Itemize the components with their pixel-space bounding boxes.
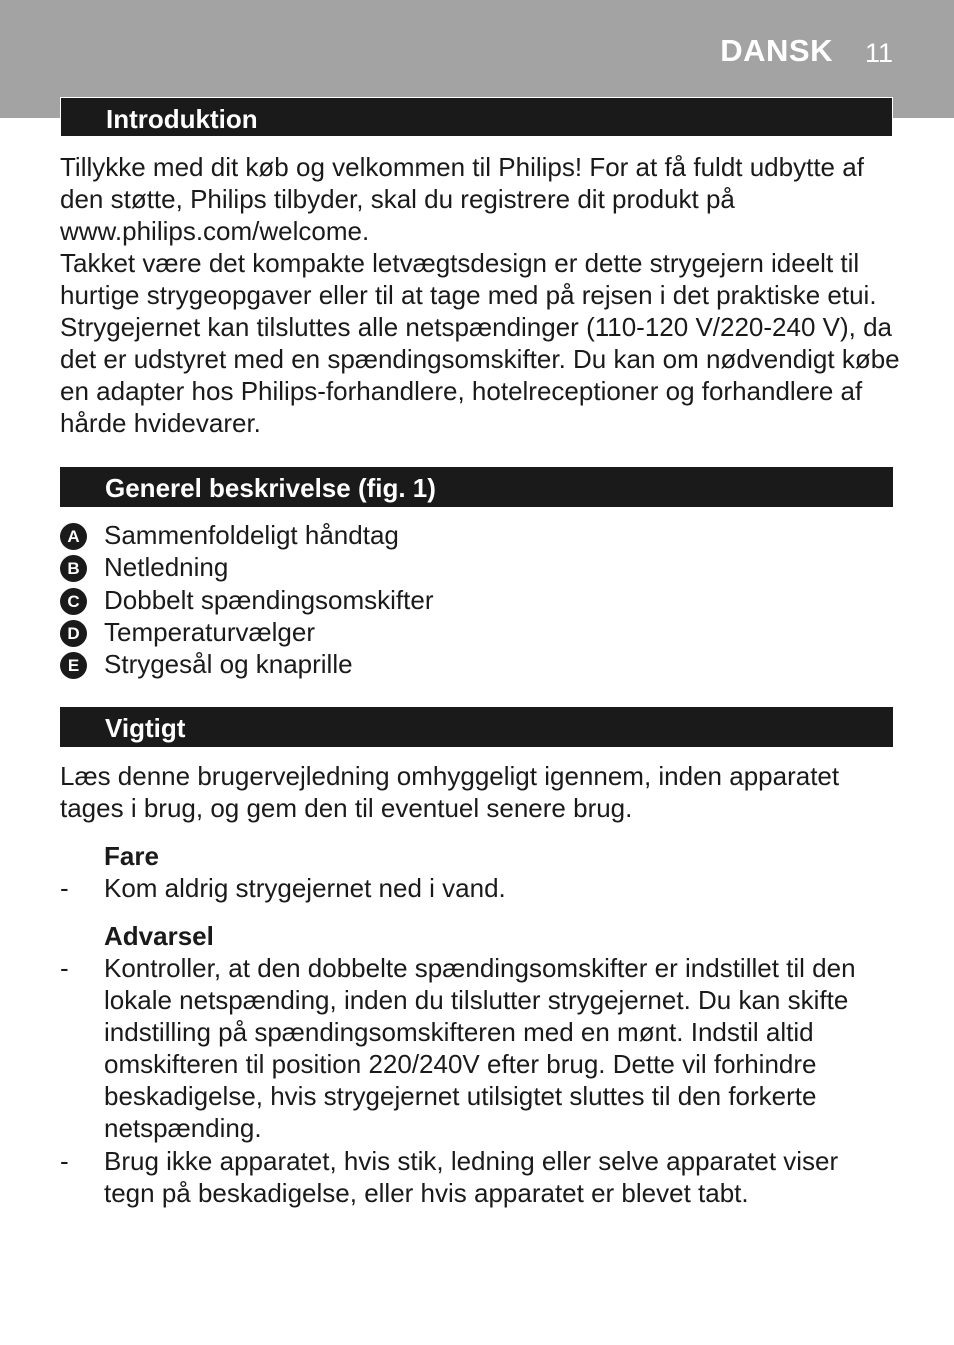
list-item (60, 616, 860, 648)
bullet-dash: - (60, 873, 69, 903)
list-item (60, 519, 860, 551)
letter-badge: A (60, 523, 87, 550)
intro-paragraph: Takket være det kompakte letvægtsdesign er dette strygejern ideelt til hurtige strygeopgaver eller til at tage med på rejsen i det praktiske etui. Strygejernet kan tilsluttes alle netspændinger (110-120 V/220-240 V), da det er udstyret med en spændingsomskifter. Du kan om nødvendigt købe en adapter hos Philips-forhandlere, hotelreceptioner og forhandlere af hårde hvidevarer. (60, 248, 900, 438)
section-bar-beskrivelse (60, 467, 893, 507)
list-item-label: Dobbelt spændingsomskifter (104, 585, 434, 615)
bullet-dash: - (60, 953, 69, 983)
section-title-vigtigt: Vigtigt (105, 713, 186, 743)
language-label: DANSK (720, 33, 833, 68)
advarsel-bullet: Brug ikke apparatet, hvis stik, ledning eller selve apparatet viser tegn på beskadigelse, eller hvis apparatet er blevet tabt. (104, 1146, 839, 1208)
section-bar-vigtigt (60, 707, 893, 747)
bullet-dash: - (60, 1146, 69, 1176)
section-bar-introduktion (60, 97, 893, 137)
list-item-label: Strygesål og knaprille (104, 649, 353, 679)
advarsel-bullet: Kontroller, at den dobbelte spændingsomskifter er indstillet til den lokale netspænding, inden du tilslutter strygejernet. Du kan skifte indstilling på spændingsomskifteren med en mønt. Indstil altid omskifteren til position 220/240V efter brug. Dette vil forhindre beskadigelse, hvis strygejernet utilsigtet sluttes til den forkerte netspænding. (104, 953, 856, 1143)
list-item (60, 584, 860, 616)
list-item (60, 551, 860, 583)
list-item (60, 648, 860, 680)
letter-badge: D (60, 620, 87, 647)
fare-heading: Fare (104, 841, 159, 871)
page-number: 11 (864, 38, 893, 68)
intro-text (60, 151, 900, 439)
intro-paragraph: Tillykke med dit køb og velkommen til Philips! For at få fuldt udbytte af den støtte, Philips tilbyder, skal du registrere dit produkt på www.philips.com/welcome. (60, 152, 864, 246)
letter-badge: C (60, 588, 87, 615)
section-title-beskrivelse: Generel beskrivelse (fig. 1) (105, 473, 436, 503)
fare-bullet: Kom aldrig strygejernet ned i vand. (104, 873, 506, 903)
list-item-label: Sammenfoldeligt håndtag (104, 520, 399, 550)
list-item-label: Temperaturvælger (104, 617, 315, 647)
letter-badge: B (60, 555, 87, 582)
advarsel-heading: Advarsel (104, 921, 214, 951)
letter-badge: E (60, 652, 87, 679)
list-item-label: Netledning (104, 552, 229, 582)
section-title-introduktion: Introduktion (106, 104, 258, 134)
vigtigt-intro: Læs denne brugervejledning omhyggeligt igennem, inden apparatet tages i brug, og gem den til eventuel senere brug. (60, 761, 840, 823)
